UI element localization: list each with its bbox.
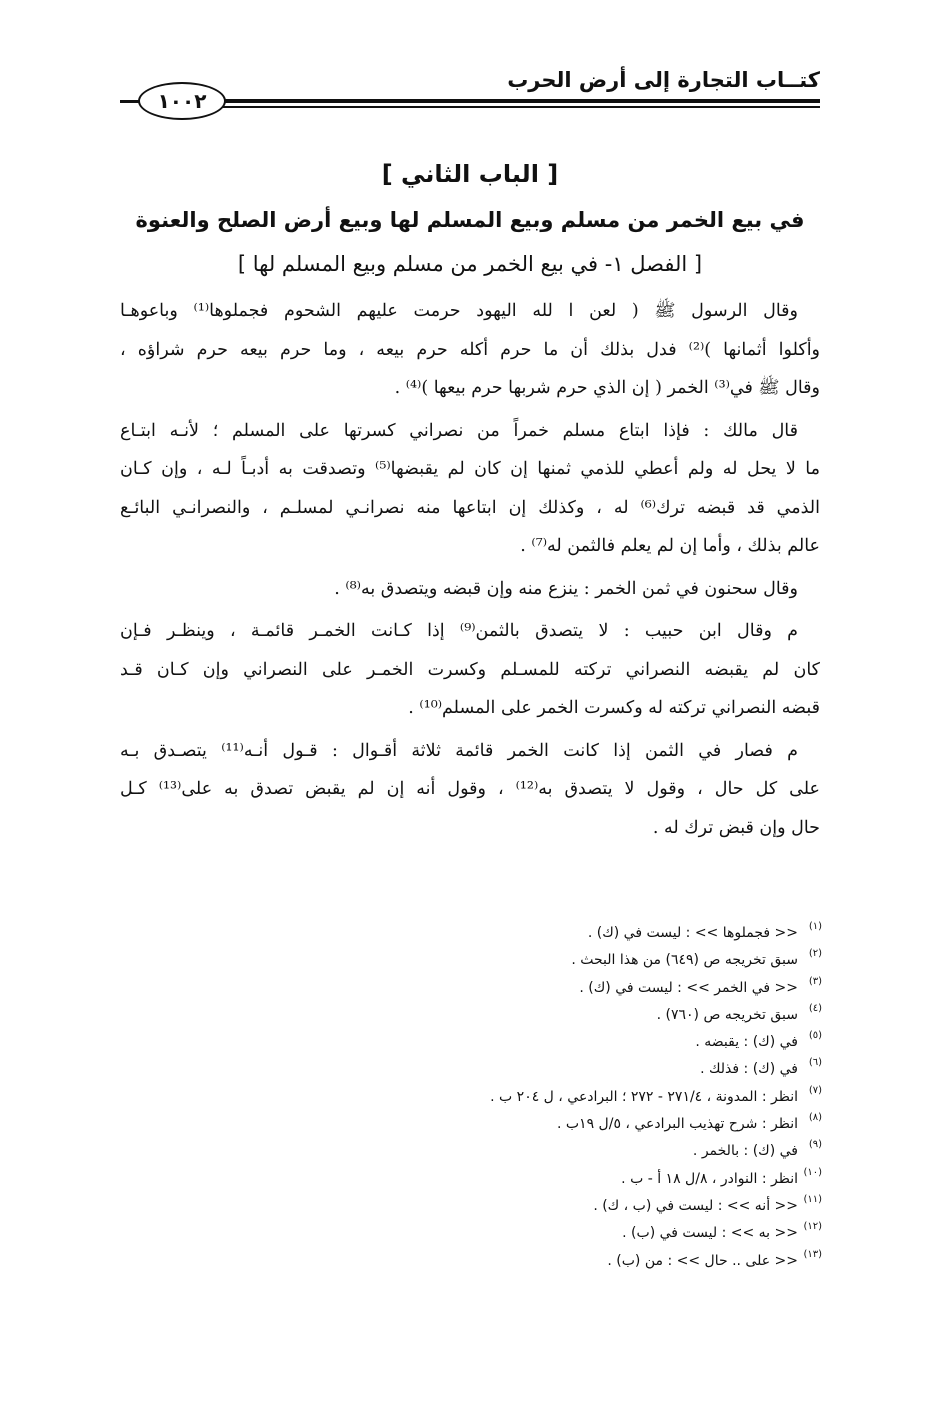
text-line: ما لا يحل له ولم أعطي للذمي ثمنها إن كان لم يقبضها⁽⁵⁾ وتصدقت به أدبـاً لـه ، وإن كـان xyxy=(120,459,820,479)
footnote xyxy=(360,920,822,947)
book-title: كتــاب التجارة إلى أرض الحرب xyxy=(507,68,820,92)
footnote-text: في (ك) : يقبضه . xyxy=(695,1034,798,1051)
footnote xyxy=(360,1193,822,1220)
text-line: حال وإن قبض ترك له . xyxy=(652,817,820,838)
footnote xyxy=(360,947,822,974)
footnote-number: (١٢) xyxy=(803,1221,822,1233)
footnote-number: (١٣) xyxy=(803,1248,822,1260)
footnote-text: سبق تخريجه ص (٧٦٠) . xyxy=(656,1006,798,1023)
section-heading: [ الفصل ١- في بيع الخمر من مسلم وبيع المسلم لها ] xyxy=(237,252,703,276)
footnote-text: << أنه >> : ليست في (ب ، ك) . xyxy=(593,1197,798,1214)
footnote-text: انظر : شرح تهذيب البرادعي ، ٥/ل ١٩ب . xyxy=(556,1116,798,1133)
footnote-number: (٢) xyxy=(808,948,822,960)
footnote-number: (٩) xyxy=(808,1139,822,1151)
footnote-number: (١) xyxy=(808,921,822,932)
text-line: الذمي قد قبضه ترك⁽⁶⁾ له ، وكذلك إن ابتاعها منه نصرانـي لمسلـم ، والنصرانـي البائـع xyxy=(120,497,820,518)
footnote-number: (٣) xyxy=(808,975,822,987)
page-header xyxy=(120,62,820,132)
text-line: قبضه النصراني تركته له وكسرت الخمر على المسلم⁽¹⁰⁾ . xyxy=(408,698,820,718)
text-line: م وقال ابن حبيب : لا يتصدق بالثمن⁽⁹⁾ إذا كـانت الخمـر قائمـة ، وينظـر فـإن xyxy=(120,621,799,641)
footnote-text: انظر : النوادر ، ٨/ل ١٨ أ - ب . xyxy=(621,1170,798,1187)
footnote-text: << به >> : ليست في (ب) . xyxy=(622,1225,798,1242)
paragraph xyxy=(120,292,820,408)
header-rule-tail xyxy=(120,100,140,103)
text-line: كان لم يقبضه النصراني تركته للمسـلم وكسرت الخمـر على النصراني وإن كـان قـد xyxy=(120,659,820,680)
footnotes xyxy=(360,920,822,1275)
footnote xyxy=(360,1166,822,1193)
footnote-text: << في الخمر >> : ليست في (ك) . xyxy=(579,979,798,996)
footnote xyxy=(360,1248,822,1275)
text-line: وقال ﷺ في⁽³⁾ الخمر ( إن الذي حرم شربها حرم بيعها )⁽⁴⁾ . xyxy=(394,378,820,398)
footnote xyxy=(360,1056,822,1083)
footnote xyxy=(360,1084,822,1111)
footnote-number: (٨) xyxy=(808,1112,822,1124)
chapter-subtitle: في بيع الخمر من مسلم وبيع المسلم لها وبيع أرض الصلح والعنوة xyxy=(135,208,805,232)
footnote-text: في (ك) : بالخمر . xyxy=(692,1143,798,1160)
paragraph xyxy=(120,412,820,566)
page-number: ١٠٠٢ xyxy=(157,89,207,113)
footnote-text: << على .. حال >> : من (ب) . xyxy=(607,1252,798,1269)
footnote-number: (٧) xyxy=(808,1084,822,1096)
text-line: عالم بذلك ، وأما إن لم يعلم فالثمن له⁽⁷⁾ . xyxy=(520,536,820,556)
footnote-number: (١١) xyxy=(803,1193,822,1205)
footnote xyxy=(360,1111,822,1138)
text-line: وقال سحنون في ثمن الخمر : ينزع منه وإن قبضه ويتصدق به⁽⁸⁾ . xyxy=(334,578,798,599)
text-line: وأكلوا أثمانها )⁽²⁾ فدل بذلك أن ما حرم أكله حرم بيعه ، وما حرم بيعه حرم شراؤه ، xyxy=(120,339,820,360)
text-line: على كل حال ، وقول لا يتصدق به⁽¹²⁾ ، وقول أنه إن لم يقبض تصدق به على⁽¹³⁾ كـل xyxy=(120,779,820,799)
footnote-text: في (ك) : فذلك . xyxy=(700,1061,798,1078)
footnote xyxy=(360,1220,822,1247)
paragraph xyxy=(120,612,820,728)
paragraph xyxy=(120,732,820,848)
chapter-heading: [ الباب الثاني ] xyxy=(381,160,559,188)
paragraph xyxy=(120,570,820,609)
header-rule-thin xyxy=(216,106,820,108)
header-rule xyxy=(216,99,820,103)
text-line: وقال الرسول ﷺ ( لعن ا لله اليهود حرمت عليهم الشحوم فجملوها⁽¹⁾ وباعوهـا xyxy=(120,301,798,321)
footnote xyxy=(360,1138,822,1165)
footnote-text: انظر : المدونة ، ٢٧١/٤ - ٢٧٢ ؛ البرادعي ، ل ٢٠٤ ب . xyxy=(490,1088,798,1105)
footnote-text: سبق تخريجه ص (٦٤٩) من هذا البحث . xyxy=(571,952,798,969)
footnote-number: (٥) xyxy=(808,1030,822,1042)
footnote-number: (٤) xyxy=(808,1002,822,1014)
footnote-number: (١٠) xyxy=(803,1166,822,1178)
footnote xyxy=(360,975,822,1002)
footnote-number: (٦) xyxy=(808,1057,822,1069)
text-line: م فصار في الثمن إذا كانت الخمر قائمة ثلاثة أقـوال : قـول أنـه⁽¹¹⁾ يتصـدق بـه xyxy=(120,740,798,761)
text-line: قال مالك : فإذا ابتاع مسلم خمراً من نصراني كسرتها على المسلم ؛ لأنـه ابتـاع xyxy=(120,420,798,441)
footnote xyxy=(360,1029,822,1056)
footnote xyxy=(360,1002,822,1029)
body-text xyxy=(120,292,820,851)
page-number-badge xyxy=(138,82,226,120)
footnote-text: << فجملوها >> : ليست في (ك) . xyxy=(587,925,798,941)
